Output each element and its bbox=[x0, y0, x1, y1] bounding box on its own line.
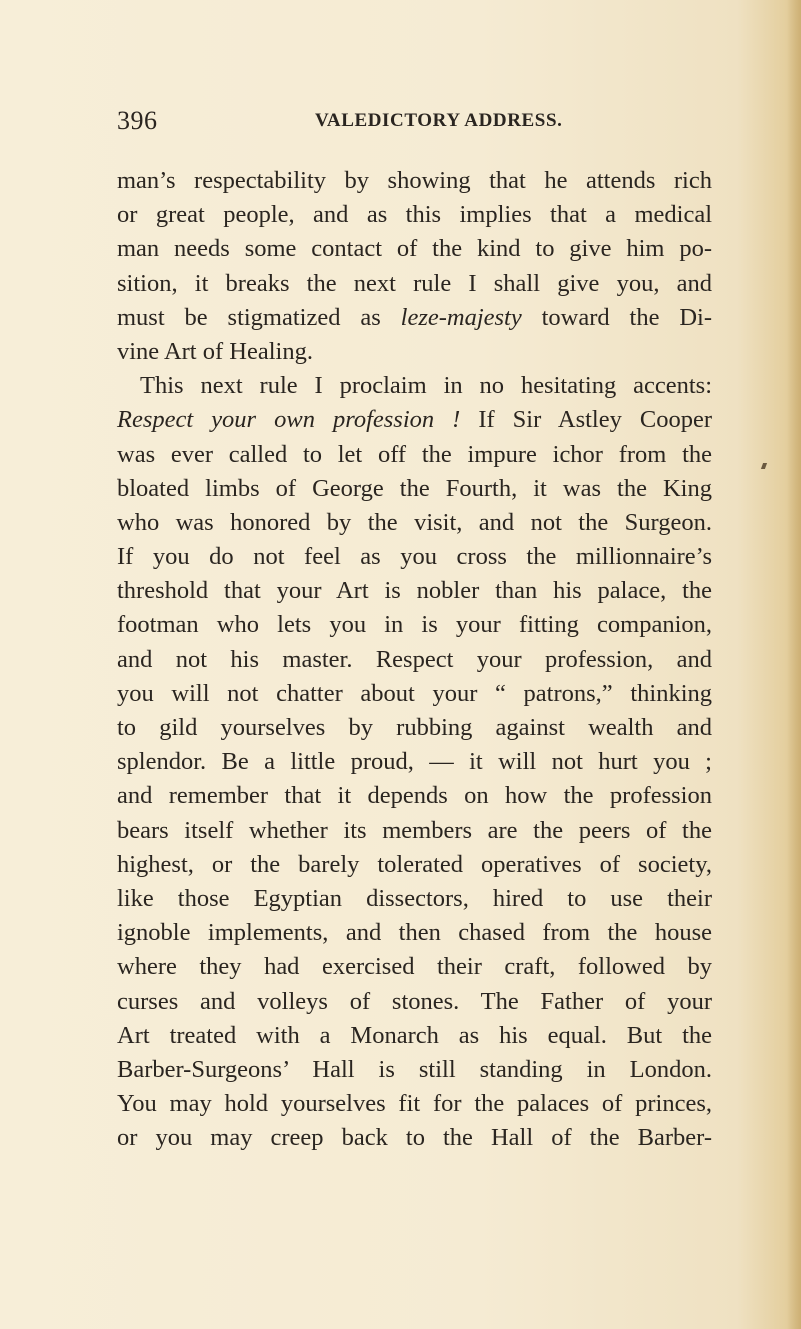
text-line: ignoble implements, and then chased from the house bbox=[117, 919, 712, 947]
text-line bbox=[117, 301, 712, 335]
text-line: or you may creep back to the Hall of the Barber- bbox=[117, 1124, 712, 1152]
italic-phrase: leze-majesty bbox=[400, 303, 522, 331]
text-line: to gild yourselves by rubbing against wealth and bbox=[117, 714, 712, 741]
text-line: was ever called to let off the impure ichor from the bbox=[117, 440, 712, 468]
text-line: sition, it breaks the next rule I shall give you, and bbox=[117, 269, 712, 297]
text-line: like those Egyptian dissectors, hired to use their bbox=[117, 884, 712, 912]
text-line: You may hold yourselves fit for the palaces of princes, bbox=[117, 1090, 712, 1118]
text-line: Barber-Surgeons’ Hall is still standing in London. bbox=[117, 1055, 712, 1083]
text-line: curses and volleys of stones. The Father of your bbox=[117, 987, 712, 1015]
text-line: splendor. Be a little proud, — it will not hurt you ; bbox=[117, 748, 712, 776]
text-line: This next rule I proclaim in no hesitating accents: bbox=[140, 372, 712, 400]
text-line: you will not chatter about your “ patrons,” thinking bbox=[117, 679, 712, 707]
text-line: who was honored by the visit, and not the Surgeon. bbox=[117, 508, 712, 536]
running-head: VALEDICTORY ADDRESS. bbox=[315, 110, 563, 131]
text-fragment: must be stigmatized as bbox=[117, 303, 401, 331]
page-header bbox=[117, 106, 717, 146]
text-line: or great people, and as this implies that a medical bbox=[117, 201, 712, 229]
page-edge-shadow bbox=[787, 0, 801, 1329]
text-line: vine Art of Healing. bbox=[117, 337, 313, 365]
text-line: threshold that your Art is nobler than his palace, the bbox=[117, 577, 712, 605]
text-line: footman who lets you in is your fitting companion, bbox=[117, 611, 712, 639]
margin-ink-mark bbox=[761, 463, 767, 469]
text-fragment: If Sir Astley Cooper bbox=[460, 406, 712, 434]
text-line: highest, or the barely tolerated operatives of society, bbox=[117, 850, 712, 878]
text-line: and not his master. Respect your profession, and bbox=[117, 645, 712, 673]
text-line: man’s respectability by showing that he attends rich bbox=[117, 167, 712, 194]
text-line: man needs some contact of the kind to give him po- bbox=[117, 235, 712, 263]
text-line: If you do not feel as you cross the millionnaire’s bbox=[117, 543, 712, 571]
text-line bbox=[117, 403, 712, 437]
italic-phrase: Respect your own profession ! bbox=[117, 406, 461, 434]
text-line: Art treated with a Monarch as his equal. But the bbox=[117, 1021, 712, 1049]
text-line: bears itself whether its members are the peers of the bbox=[117, 816, 712, 844]
text-line: where they had exercised their craft, followed by bbox=[117, 953, 712, 981]
page-number: 396 bbox=[117, 106, 158, 135]
text-line: bloated limbs of George the Fourth, it was the King bbox=[117, 474, 712, 502]
text-fragment: toward the Di- bbox=[521, 303, 712, 331]
body-text bbox=[117, 164, 712, 1155]
text-line: and remember that it depends on how the profession bbox=[117, 782, 712, 810]
